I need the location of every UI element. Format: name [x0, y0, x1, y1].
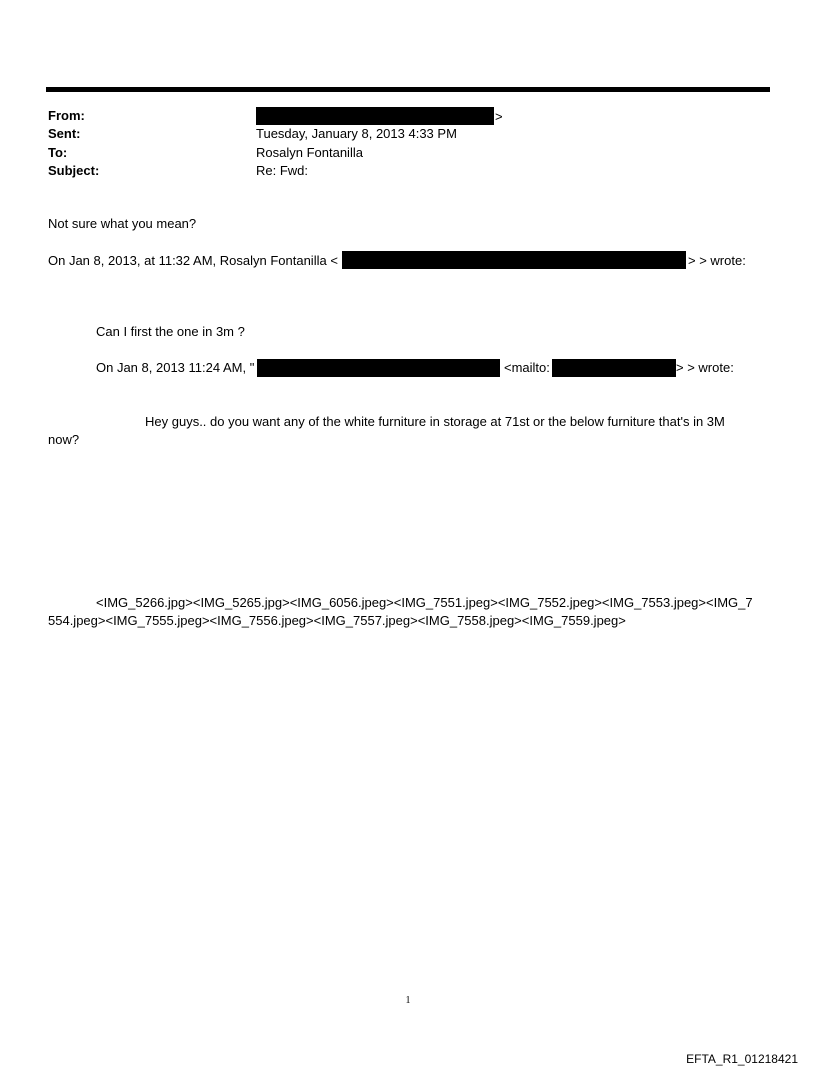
quote2-line1: Hey guys.. do you want any of the white furniture in storage at 71st or the below furniture that's in 3M: [145, 414, 725, 429]
reply-text: Not sure what you mean?: [48, 216, 197, 231]
from-tail: >: [495, 109, 503, 124]
from-label: From:: [48, 108, 85, 123]
header-rule: [46, 87, 770, 92]
quote2-line2: now?: [48, 432, 80, 447]
quote1-text: Can I first the one in 3m ?: [96, 324, 245, 339]
document-id: EFTA_R1_01218421: [686, 1052, 798, 1066]
redaction-sender: [257, 359, 500, 377]
page-number: 1: [405, 995, 411, 1006]
redaction-email-2: [552, 359, 676, 377]
sent-label: Sent:: [48, 126, 81, 141]
attachments-line1: <IMG_5266.jpg><IMG_5265.jpg><IMG_6056.jpeg><IMG_7551.jpeg><IMG_7552.jpeg><IMG_7553.jpeg><IMG_7: [96, 595, 753, 610]
attachments-line2: 554.jpeg><IMG_7555.jpeg><IMG_7556.jpeg><IMG_7557.jpeg><IMG_7558.jpeg><IMG_7559.jpeg>: [48, 613, 626, 628]
subject-label: Subject:: [48, 163, 100, 178]
quote1-tail: > > wrote:: [688, 253, 746, 268]
redaction-from: [256, 107, 494, 125]
redaction-email-1: [342, 251, 686, 269]
quote2-intro: On Jan 8, 2013 11:24 AM, ": [96, 360, 255, 375]
quote2-mailto: <mailto:: [504, 360, 550, 375]
to-value: Rosalyn Fontanilla: [256, 145, 363, 160]
to-label: To:: [48, 145, 68, 160]
quote2-tail: > > wrote:: [676, 360, 734, 375]
quote1-intro: On Jan 8, 2013, at 11:32 AM, Rosalyn Fontanilla <: [48, 253, 338, 268]
subject-value: Re: Fwd:: [256, 163, 309, 178]
sent-value: Tuesday, January 8, 2013 4:33 PM: [256, 126, 457, 141]
